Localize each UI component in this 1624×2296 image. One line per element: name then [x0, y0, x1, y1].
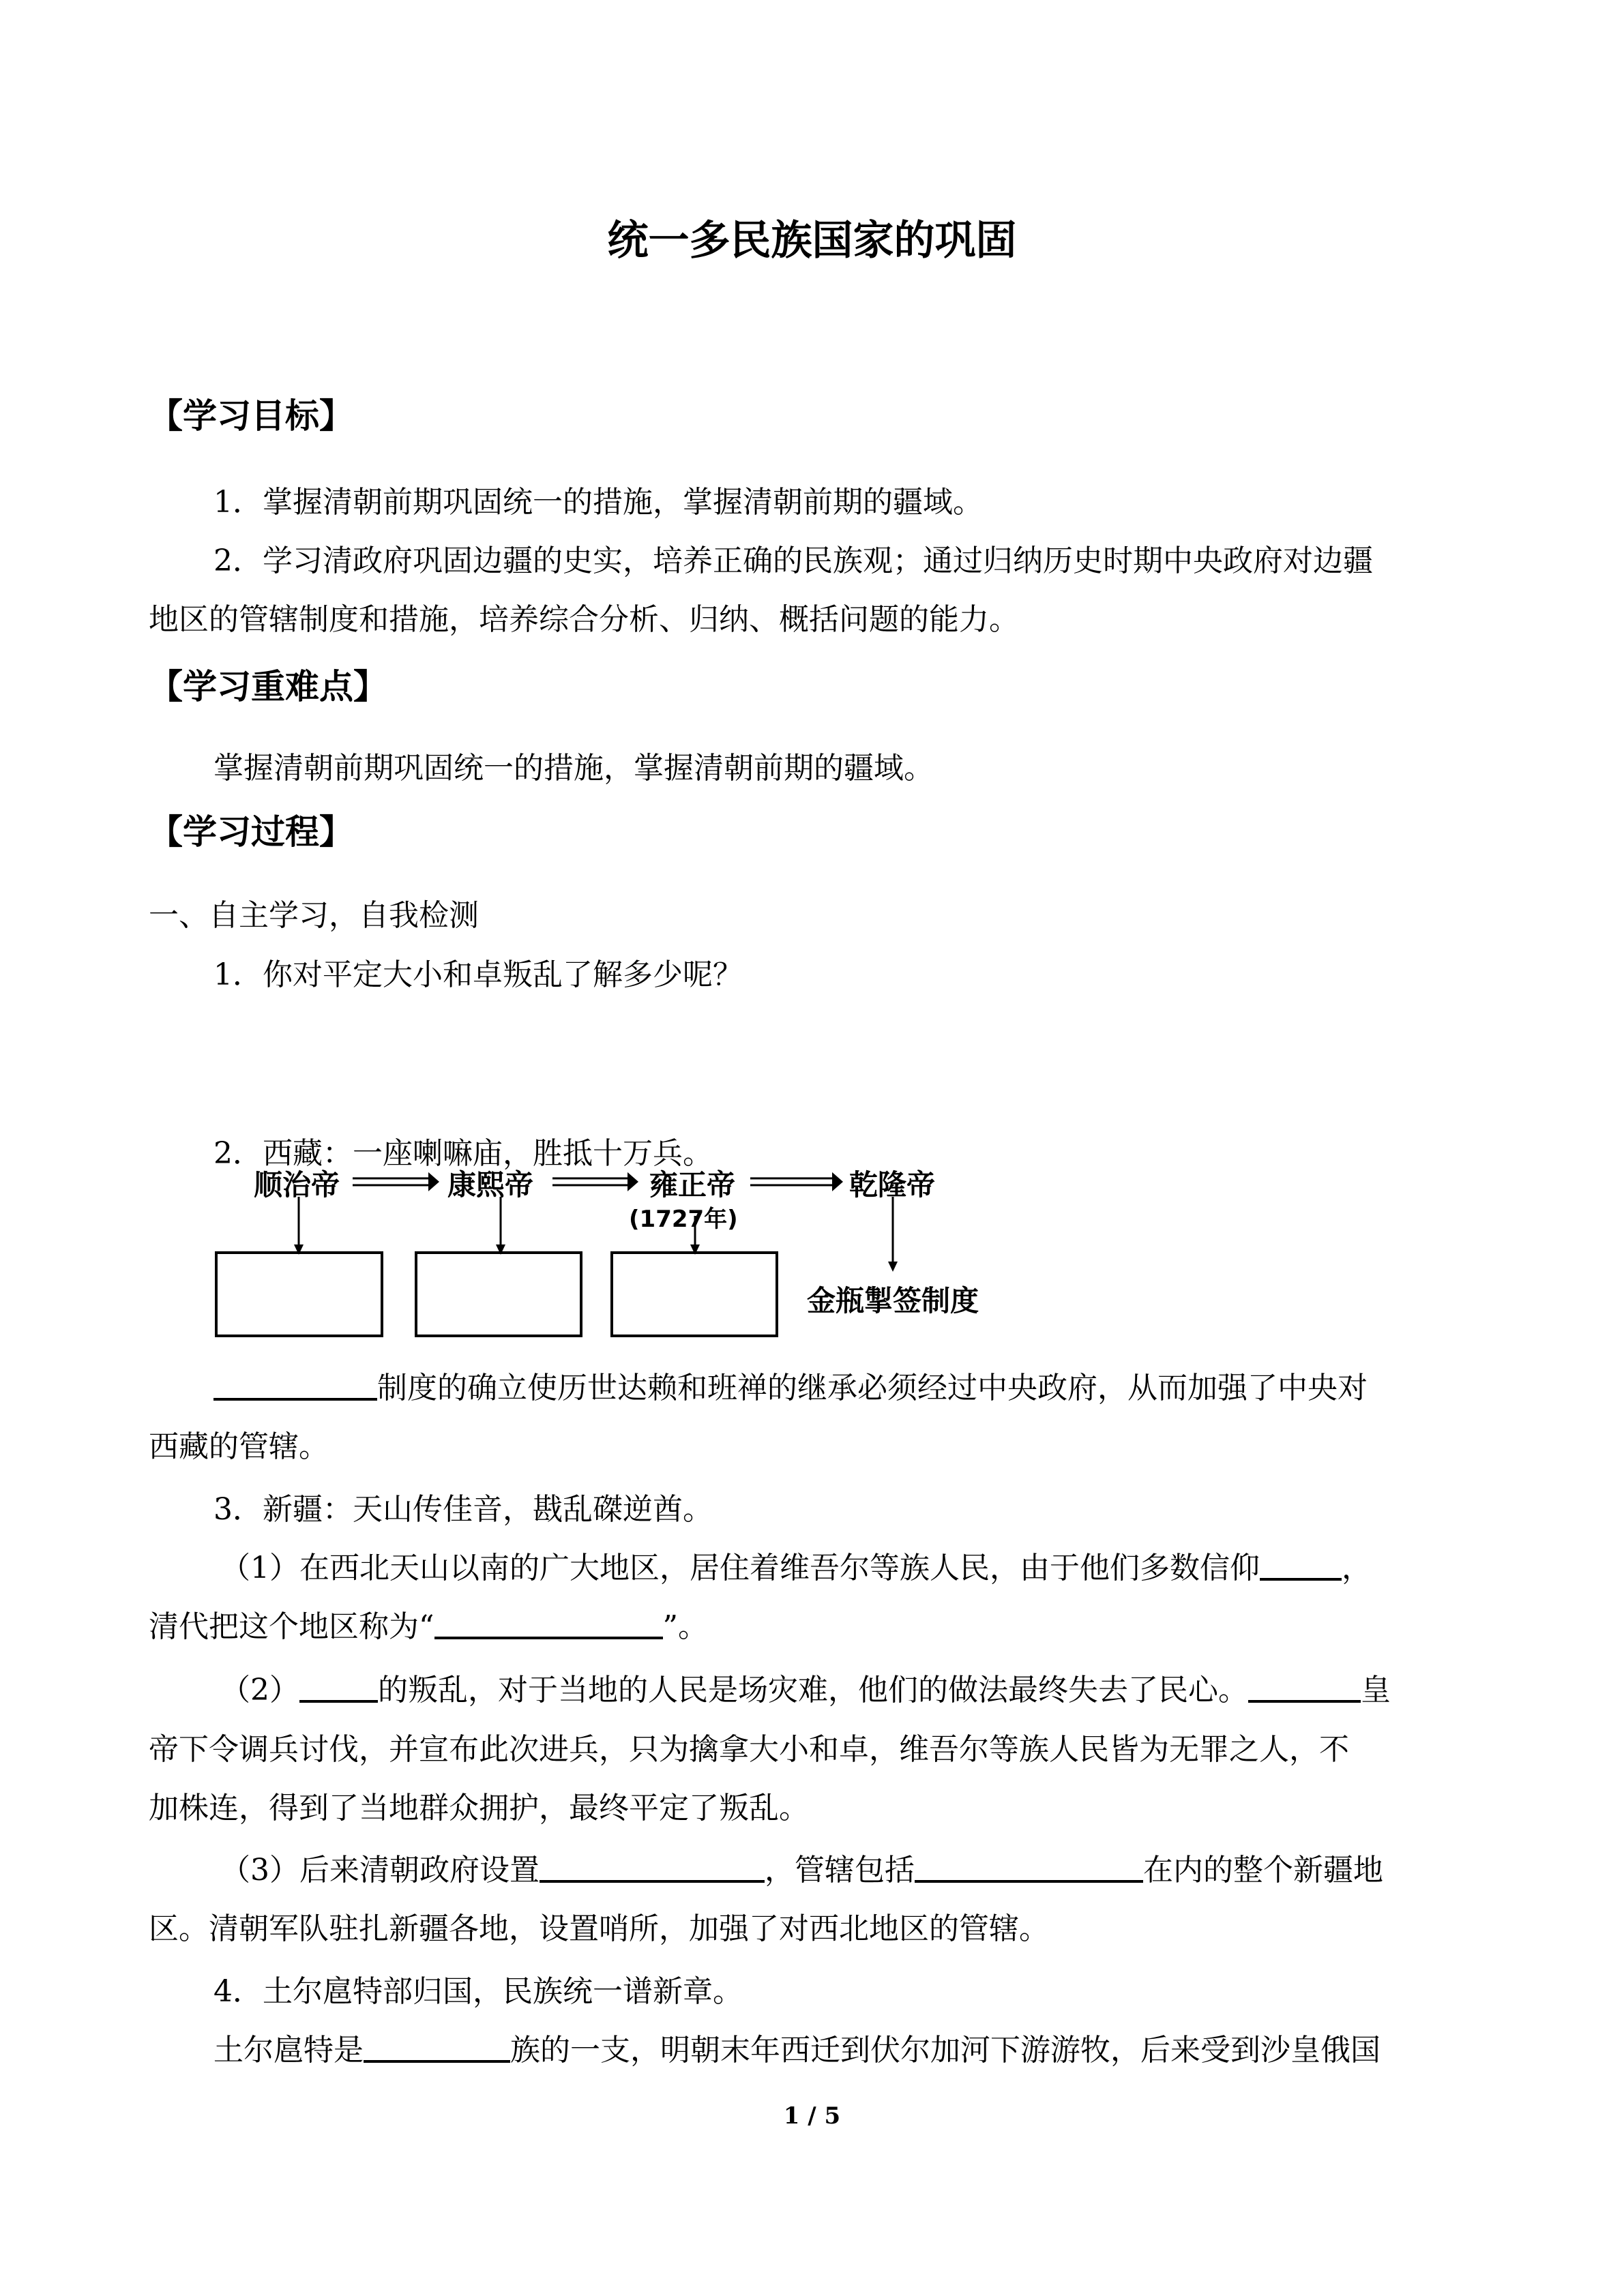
double-arrow-1 — [353, 1178, 428, 1185]
q3-2-line-3: 加株连，得到了当地群众拥护，最终平定了叛乱。 — [149, 1791, 809, 1825]
fill-blank[interactable] — [213, 1371, 377, 1401]
emperor-kangxi-label: 康熙帝 — [447, 1168, 534, 1202]
fill-blank[interactable] — [1248, 1673, 1361, 1703]
question-2: 2．西藏：一座喇嘛庙，胜抵十万兵。 — [213, 1136, 713, 1171]
q3-2-text: 的叛乱，对于当地的人民是场灾难，他们的做法最终失去了民心。 — [378, 1673, 1248, 1708]
q4-line-1 — [213, 2025, 1381, 2069]
yongzheng-year-label: (1727年) — [629, 1206, 738, 1233]
fill-blank[interactable] — [434, 1609, 663, 1639]
q3-3-mid: ，管辖包括 — [765, 1853, 915, 1888]
q3-1-line-2 — [149, 1602, 708, 1645]
q3-2-prefix: （2） — [220, 1673, 299, 1708]
q3-1-text: （1）在西北天山以南的广大地区，居住着维吾尔等族人民，由于他们多数信仰 — [220, 1551, 1260, 1585]
key-heading: 【学习重难点】 — [149, 667, 387, 706]
q3-3-suffix: 在内的整个新疆地 — [1143, 1853, 1383, 1888]
q3-3-prefix: （3）后来清朝政府设置 — [220, 1853, 540, 1888]
q3-2-suffix: 皇 — [1361, 1673, 1391, 1708]
part-1-title: 一、自主学习，自我检测 — [149, 898, 479, 933]
fill-blank[interactable] — [364, 2033, 510, 2063]
fill-blank[interactable] — [1260, 1551, 1342, 1581]
fill-blank[interactable] — [540, 1853, 765, 1883]
fill-blank[interactable] — [299, 1673, 378, 1703]
question-2-text-line-1 — [213, 1363, 1368, 1407]
fill-blank[interactable] — [915, 1853, 1143, 1883]
q3-1b-punct: ”。 — [662, 1609, 708, 1644]
emperor-shunzhi-label: 顺治帝 — [254, 1168, 340, 1202]
double-arrow-3 — [750, 1178, 832, 1185]
double-arrow-2 — [552, 1178, 628, 1185]
golden-urn-system-label: 金瓶掣签制度 — [807, 1284, 979, 1317]
q3-1b-text: 清代把这个地区称为“ — [149, 1609, 434, 1644]
answer-box-yongzheng[interactable] — [610, 1251, 778, 1337]
emperor-qianlong-label: 乾隆帝 — [849, 1168, 936, 1202]
q3-1-punct: ， — [1342, 1551, 1372, 1585]
q2-text-a: 制度的确立使历世达赖和班禅的继承必须经过中央政府，从而加强了中央对 — [377, 1371, 1368, 1405]
q3-1-line-1 — [220, 1543, 1372, 1587]
goal-1: 1．掌握清朝前期巩固统一的措施，掌握清朝前期的疆域。 — [213, 485, 983, 520]
answer-box-kangxi[interactable] — [415, 1251, 582, 1337]
question-3: 3．新疆：天山传佳音，戡乱磔逆酋。 — [213, 1492, 713, 1527]
q3-3-line-2: 区。清朝军队驻扎新疆各地，设置哨所，加强了对西北地区的管辖。 — [149, 1911, 1049, 1946]
page-number: 1 / 5 — [783, 2102, 841, 2130]
question-1: 1．你对平定大小和卓叛乱了解多少呢？ — [213, 957, 743, 992]
q3-2-line-2: 帝下令调兵讨伐，并宣布此次进兵，只为擒拿大小和卓，维吾尔等族人民皆为无罪之人，不 — [149, 1732, 1349, 1767]
q3-2-line-1 — [220, 1665, 1391, 1709]
q4-text: 族的一支，明朝末年西迁到伏尔加河下游游牧，后来受到沙皇俄国 — [510, 2033, 1381, 2068]
emperor-yongzheng-label: 雍正帝 — [649, 1168, 736, 1202]
process-heading: 【学习过程】 — [149, 812, 353, 852]
goal-2-line-2: 地区的管辖制度和措施，培养综合分析、归纳、概括问题的能力。 — [149, 602, 1019, 637]
key-point-text: 掌握清朝前期巩固统一的措施，掌握清朝前期的疆域。 — [213, 751, 934, 786]
page-title: 统一多民族国家的巩固 — [607, 217, 1017, 265]
question-4: 4．土尔扈特部归国，民族统一谱新章。 — [213, 1974, 743, 2009]
question-2-text-line-2: 西藏的管辖。 — [149, 1429, 329, 1464]
emperor-timeline-diagram — [211, 1163, 1030, 1347]
answer-box-shunzhi[interactable] — [215, 1251, 383, 1337]
goals-heading: 【学习目标】 — [149, 396, 353, 436]
q4-prefix: 土尔扈特是 — [213, 2033, 364, 2068]
q3-3-line-1 — [220, 1845, 1383, 1889]
goal-2-line-1: 2．学习清政府巩固边疆的史实，培养正确的民族观；通过归纳历史时期中央政府对边疆 — [213, 543, 1373, 578]
